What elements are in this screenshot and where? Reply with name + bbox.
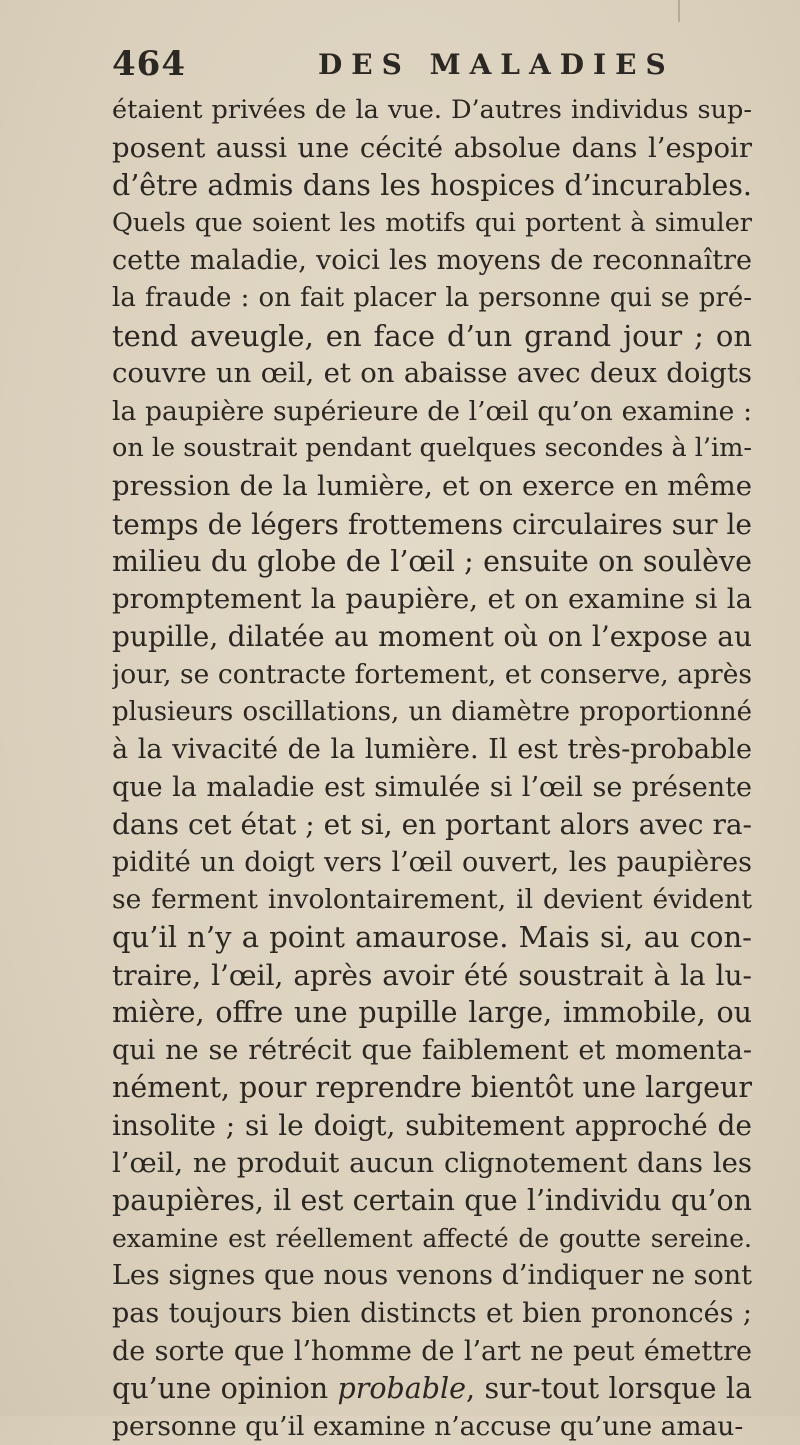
text-line: de sorte que l’homme de l’art ne peut émettre — [112, 1335, 752, 1367]
text-line: jour, se contracte fortement, et conserve, après — [112, 658, 752, 690]
text-line: se ferment involontairement, il devient évident — [112, 884, 752, 916]
text-line: on le soustrait pendant quelques secondes à l’im- — [112, 433, 752, 464]
text-line: qui ne se rétrécit que faiblement et momenta- — [112, 1034, 752, 1066]
text-line-with-italic — [112, 1370, 752, 1408]
page-number: 464 — [112, 44, 186, 84]
text-line: personne qu’il examine n’accuse qu’une amau- — [112, 1410, 744, 1442]
page-header — [112, 34, 752, 90]
text-line: pas toujours bien distincts et bien prononcés ; — [112, 1298, 752, 1329]
text-segment: , sur-tout lorsque la — [466, 1372, 752, 1406]
text-line: traire, l’œil, après avoir été soustrait à la lu- — [112, 958, 752, 992]
text-line: pression de la lumière, et on exerce en même — [112, 469, 752, 502]
text-line: dans cet état ; et si, en portant alors avec ra- — [112, 808, 752, 842]
italic-word: probable — [337, 1372, 467, 1406]
text-line: posent aussi une cécité absolue dans l’espoir — [112, 131, 752, 164]
body-text — [112, 92, 752, 1445]
text-line: milieu du globe de l’œil ; ensuite on soulève — [112, 545, 752, 579]
text-line: plusieurs oscillations, un diamètre proportionné — [112, 696, 752, 727]
text-line: mière, offre une pupille large, immobile, ou — [112, 996, 752, 1030]
text-line: insolite ; si le doigt, subitement approché de — [112, 1109, 752, 1143]
text-line: Quels que soient les motifs qui portent à simuler — [112, 207, 752, 238]
text-line: cette maladie, voici les moyens de reconnaître — [112, 245, 752, 277]
text-line: nément, pour reprendre bientôt une largeur — [112, 1071, 752, 1105]
text-line: que la maladie est simulée si l’œil se présente — [112, 771, 752, 803]
text-line: la fraude : on fait placer la personne qui se pré- — [112, 282, 752, 313]
text-line: couvre un œil, et on abaisse avec deux doigts — [112, 357, 752, 390]
text-line: d’être admis dans les hospices d’incurables. — [112, 169, 752, 203]
page-edge-mark — [678, 0, 680, 22]
text-line: la paupière supérieure de l’œil qu’on examine : — [112, 395, 752, 427]
text-line: tend aveugle, en face d’un grand jour ; on — [112, 318, 752, 353]
text-line: promptement la paupière, et on examine si la — [112, 582, 752, 615]
text-segment: qu’une opinion — [112, 1372, 338, 1406]
text-line: qu’il n’y a point amaurose. Mais si, au con- — [112, 920, 752, 955]
text-line: pidité un doigt vers l’œil ouvert, les paupières — [112, 846, 752, 878]
text-line: examine est réellement affecté de goutte sereine. — [112, 1223, 752, 1253]
text-line: l’œil, ne produit aucun clignotement dans les — [112, 1146, 752, 1179]
text-line: étaient privées de la vue. D’autres individus sup- — [112, 95, 752, 125]
text-line: temps de légers frottemens circulaires sur le — [112, 507, 752, 541]
text-line: pupille, dilatée au moment où on l’expose au — [112, 620, 752, 654]
text-line: Les signes que nous venons d’indiquer ne sont — [112, 1260, 752, 1292]
text-line: paupières, il est certain que l’individu qu’on — [112, 1184, 752, 1218]
running-title: DES MALADIES — [318, 48, 675, 81]
text-line: à la vivacité de la lumière. Il est très-probable — [112, 734, 752, 766]
